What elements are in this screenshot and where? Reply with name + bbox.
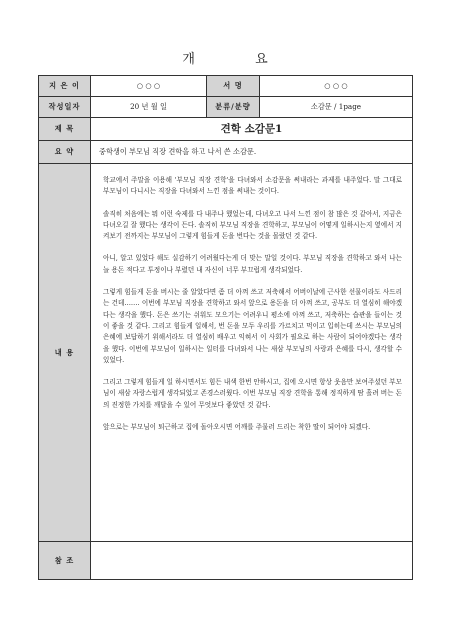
document-title: 개 요 (182, 52, 296, 67)
signature-value: ○ ○ ○ (260, 76, 413, 97)
summary-label: 요 약 (39, 141, 91, 164)
content-paragraph: 그렇게 힘들게 돈을 버시는 줄 알았다면 좀 더 아껴 쓰고 저축해서 어버이날에 근사한 선물이라도 사드리는 건데……. 이번에 부모님 직장을 견학하고 와서 앞으로 용돈을 더 아껴 쓰고, 공부도 더 열심히 해야겠다는 생각을 했다. 돈은 쓰기는 쉬워도 모으기는 어려우니 평소에 아껴 쓰고, 저축하는 습관을 들이는 것이 좋을 것 같다. 그리고 힘들게 일해서, 번 돈을 모두 우리를 가르치고 먹이고 입히는데 쓰시는 부모님의 은혜에 보답하기 위해서라도 더 열심히 배우고 익혀서 이 사회가 필요로 하는 사람이 되어야겠다는 생각을 했다. 이번에 부모님이 일하시는 일터를 다녀와서 나는 새삼 부모님의 사랑과 은혜를 다시, 생각할 수 있었다. (103, 288, 402, 364)
content-paragraph: 아니, 알고 있었다 해도 실감하기 어려웠다는게 더 맞는 말일 것이다. 부모님 직장을 견학하고 와서 나는 늘 용돈 적다고 투정이나 부렸던 내 자신이 너무 부끄럽게 생각되었다. (103, 254, 402, 274)
content-label: 내 용 (39, 164, 91, 542)
content-body (91, 164, 413, 542)
date-row (39, 97, 413, 118)
subject-value: 견학 소감문1 (91, 118, 413, 141)
reference-label: 참 조 (39, 542, 91, 580)
subject-label: 제 목 (39, 118, 91, 141)
date-label: 작성일자 (39, 97, 91, 118)
summary-row (39, 141, 413, 164)
document-table (38, 75, 413, 580)
reference-value (91, 542, 413, 580)
category-value: 소감문 / 1page (260, 97, 413, 118)
subject-row (39, 118, 413, 141)
author-row (39, 76, 413, 97)
date-value: 20 년 월 일 (91, 97, 207, 118)
author-value: ○ ○ ○ (91, 76, 207, 97)
content-row (39, 164, 413, 542)
summary-value: 중학생이 부모님 직장 견학을 하고 나서 쓴 소감문. (91, 141, 413, 164)
content-paragraph: 그리고 그렇게 힘들게 일 하시면서도 힘든 내색 한번 안하시고, 집에 오시면 항상 웃음만 보여주셨던 부모님이 새삼 자랑스럽게 생각되었고 존경스러웠다. 이번 부모님 직장 견학을 통해 정직하게 땀 흘려 버는 돈의 진정한 가치를 깨달을 수 있어 무엇보다 좋았던 것 같다. (103, 378, 402, 409)
reference-row (39, 542, 413, 580)
author-label: 지 은 이 (39, 76, 91, 97)
content-paragraph: 학교에서 주말을 이용해 '부모님 직장 견학'을 다녀와서 소감문을 써내라는 과제를 내주었다. 말 그대로 부모님이 다니시는 직장을 다녀와서 느낀 점을 써내는 것이다. (103, 176, 402, 196)
content-paragraph: 앞으로는 부모님이 퇴근하고 집에 돌아오시면 어깨를 주물러 드리는 착한 딸이 되어야 되겠다. (103, 423, 371, 432)
signature-label: 서 명 (207, 76, 260, 97)
category-label: 분류/분량 (207, 97, 260, 118)
content-paragraph: 솔직히 처음에는 뭐 이런 숙제를 다 내주나 했었는데, 다녀오고 나서 느낀 점이 참 많은 것 같아서, 지금은 다녀오길 잘 했다는 생각이 든다. 솔직히 부모님 직장을 견학하고, 부모님이 어떻게 일하시는지 옆에서 지켜보기 전까지는 부모님이 그렇게 힘들게 돈을 번다는 것을 몰랐던 것 같다. (103, 209, 402, 241)
